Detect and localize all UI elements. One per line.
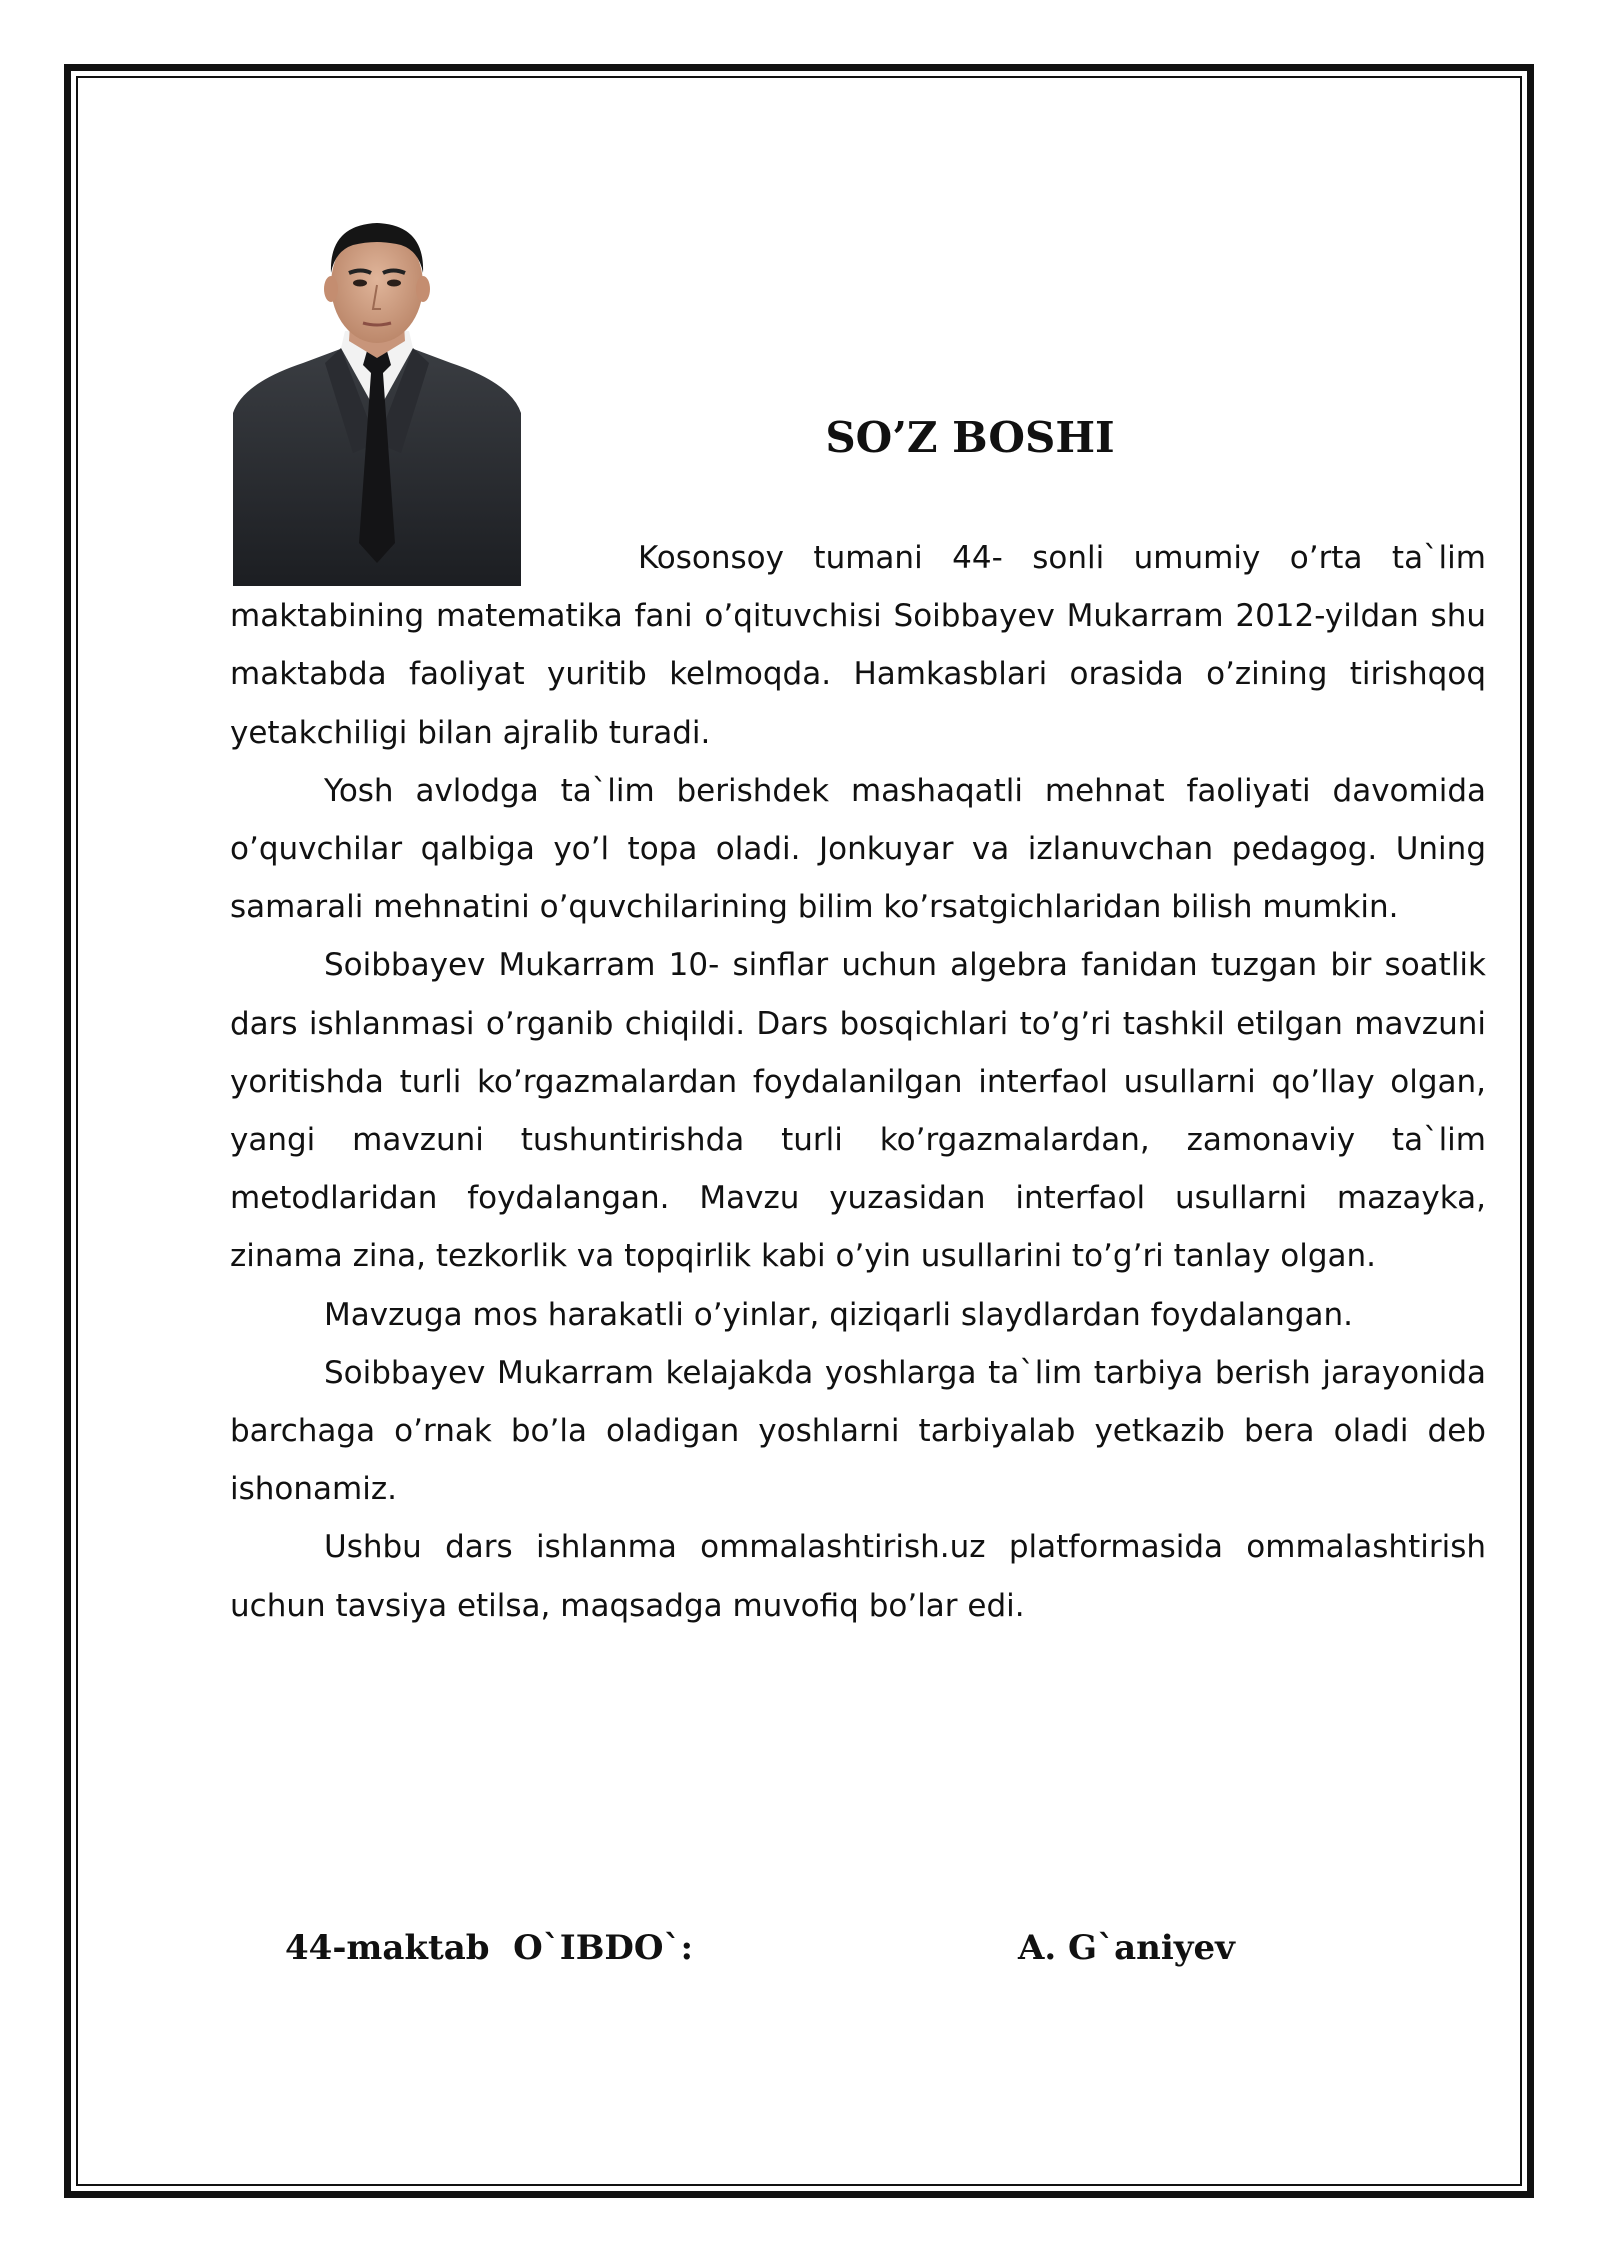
body-text	[230, 529, 1486, 1635]
signature-position: 44-maktab O`IBDO`:	[285, 1928, 694, 1968]
paragraph: Kosonsoy tumani 44- sonli umumiy o’rta ta`lim maktabining matematika fani o’qituvchisi Soibbayev Mukarram 2012-yildan shu maktabda faoliyat yuritib kelmoqda. Hamkasblari orasida o’zining tirishqoq yetakchiligi bilan ajralib turadi.	[230, 540, 1486, 751]
signature-name: A. G`aniyev	[1018, 1928, 1235, 1968]
paragraph: Mavzuga mos harakatli o’yinlar, qiziqarli slaydlardan foydalangan.	[324, 1296, 1353, 1333]
page-title: SO’Z BOSHI	[825, 413, 1115, 462]
paragraph: Soibbayev Mukarram kelajakda yoshlarga ta`lim tarbiya berish jarayonida barchaga o’rnak bo’la oladigan yoshlarni tarbiyalab yetkazib bera oladi deb ishonamiz.	[230, 1354, 1486, 1508]
paragraph: Ushbu dars ishlanma ommalashtirish.uz platformasida ommalashtirish uchun tavsiya etilsa, maqsadga muvofiq bo’lar edi.	[230, 1529, 1486, 1624]
paragraph: Soibbayev Mukarram 10- sinflar uchun algebra fanidan tuzgan bir soatlik dars ishlanmasi o’rganib chiqildi. Dars bosqichlari to’g’ri tashkil etilgan mavzuni yoritishda turli ko’rgazmalardan foydalanilgan interfaol usullarni qo’llay olgan, yangi mavzuni tushuntirishda turli ko’rgazmalardan, zamonaviy ta`lim metodlaridan foydalangan. Mavzu yuzasidan interfaol usullarni mazayka, zinama zina, tezkorlik va topqirlik kabi o’yin usullarini to’g’ri tanlay olgan.	[230, 947, 1486, 1275]
paragraph: Yosh avlodga ta`lim berishdek mashaqatli mehnat faoliyati davomida o’quvchilar qalbiga yo’l topa oladi. Jonkuyar va izlanuvchan pedagog. Uning samarali mehnatini o’quvchilarining bilim ko’rsatgichlaridan bilish mumkin.	[230, 772, 1486, 926]
